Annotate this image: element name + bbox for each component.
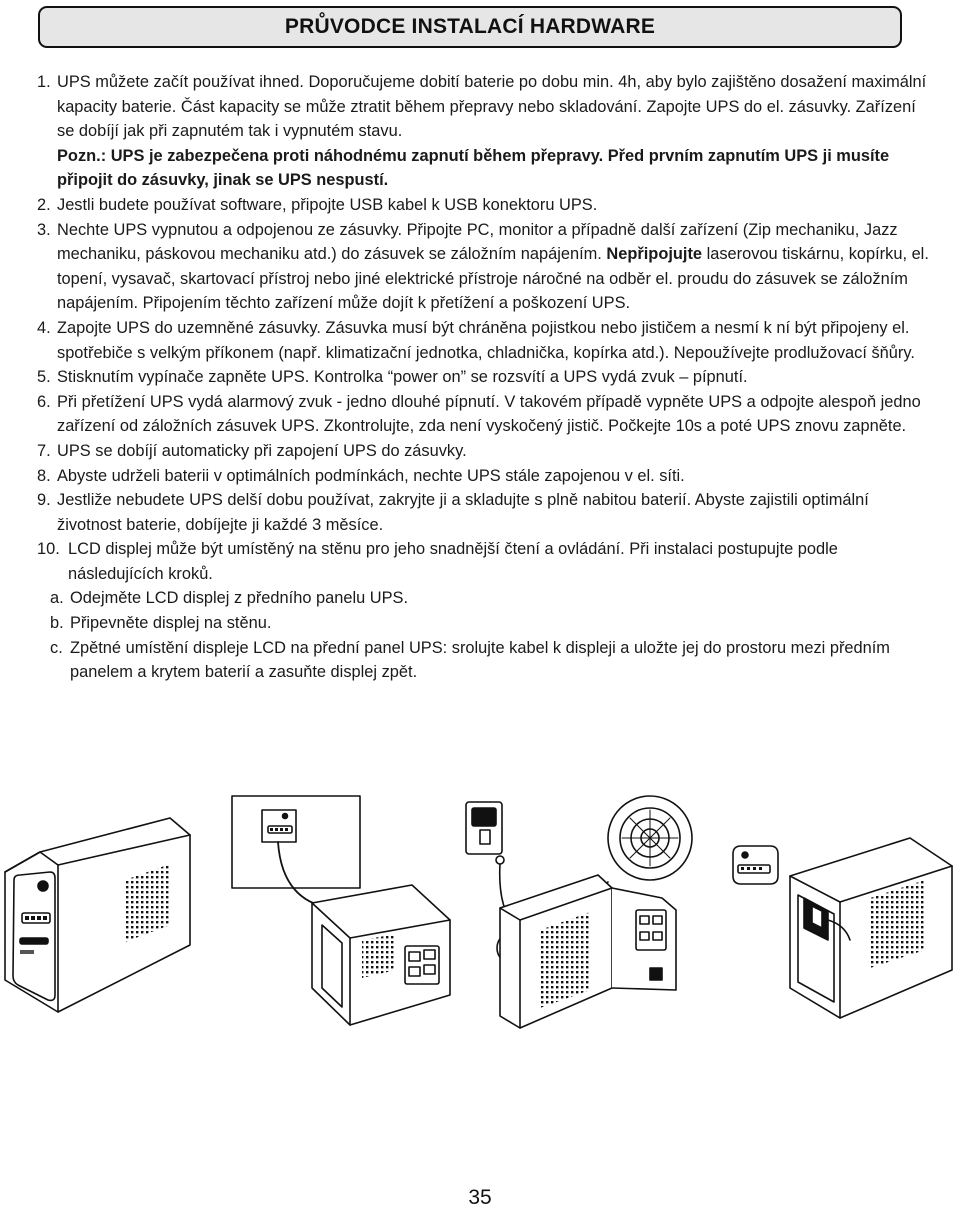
step-1: [37, 70, 937, 144]
warning-prefix: Nepřipojujte: [606, 245, 703, 264]
title-box: [38, 6, 902, 48]
step-text: Jestliže nebudete UPS delší dobu používat, zakryjte ji a skladujte s plně nabitou baterií. Abyste zajistili optimální životnost baterie, dobíjejte ji každé 3 měsíce.: [57, 491, 869, 534]
step-4: [37, 316, 937, 365]
substep-b: [37, 611, 937, 636]
substep-text: Zpětné umístění displeje LCD na přední panel UPS: srolujte kabel k displeji a uložte jej do prostoru mezi předním panelem a krytem baterií a zasuňte displej zpět.: [70, 638, 890, 682]
substep-c: [37, 636, 937, 685]
display-slot-illustration: [733, 838, 952, 1018]
step-5: [37, 365, 937, 390]
step-text: LCD displej může být umístěný na stěnu pro jeho snadnější čtení a ovládání. Při instalaci postupujte podle následujících kroků.: [68, 540, 838, 583]
step-number: 6.: [37, 392, 51, 411]
substep-letter: a.: [50, 589, 64, 608]
step-number: 1.: [37, 73, 51, 91]
substep-text: Připevněte displej na stěnu.: [70, 614, 272, 633]
step-text: Abyste udrželi baterii v optimálních podmínkách, nechte UPS stále zapojenou v el. síti.: [57, 466, 685, 485]
step-text: Zapojte UPS do uzemněné zásuvky. Zásuvka musí být chráněna pojistkou nebo jističem a nesmí k ní být připojeny el. spotřebiče s velkým příkonem (např. klimatizační jednotka, chladnička, kopírka atd.). Nepoužívejte prodlužovací šňůry.: [57, 318, 915, 362]
step-number: 7.: [37, 441, 51, 460]
step-text: Při přetížení UPS vydá alarmový zvuk - jedno dlouhé pípnutí. V takovém případě vypněte UPS a odpojte alespoň jedno zařízení od záložních zásuvek UPS. Zkontrolujte, zda není vyskočený jistič. Počkejte 10s a poté UPS znovu zapněte.: [57, 392, 921, 436]
step-text: Stisknutím vypínače zapněte UPS. Kontrolka “power on” se rozsvítí a UPS vydá zvuk – pípnutí.: [57, 368, 748, 387]
installation-illustrations: [0, 780, 960, 1040]
step-number: 10.: [37, 540, 60, 559]
step-number: 2.: [37, 195, 51, 214]
wall-mount-illustration: [232, 796, 450, 1025]
step-number: 3.: [37, 220, 51, 239]
page-title: PRŮVODCE INSTALACÍ HARDWARE: [284, 15, 656, 38]
step-9: [37, 488, 937, 537]
step-7: [37, 439, 937, 464]
step-8: [37, 464, 937, 489]
substep-a: [37, 586, 937, 611]
ups-front-illustration: [5, 818, 190, 1012]
substep-letter: b.: [50, 614, 64, 633]
cable-storage-illustration: [466, 796, 692, 1028]
page-number: 35: [468, 1186, 492, 1209]
step-3: [37, 218, 937, 316]
step-text: UPS můžete začít používat ihned. Doporučujeme dobití baterie po dobu min. 4h, aby bylo zajištěno dosažení maximální kapacity baterie. Část kapacity se může ztratit během přepravy nebo skladování. Zapojte UPS do el. zásuvky. Zařízení se dobíjí jak při zapnutém tak i vypnutém stavu.: [57, 73, 927, 141]
substep-text: Odejměte LCD displej z předního panelu UPS.: [70, 589, 409, 608]
instruction-list: [37, 70, 937, 685]
step-2: [37, 193, 937, 218]
step-number: 4.: [37, 318, 51, 337]
step-number: 5.: [37, 368, 51, 387]
step-number: 9.: [37, 491, 51, 510]
substep-letter: c.: [50, 638, 63, 657]
step-text-continued: laserovou tiskárnu, kopírku, el. topení, vysavač, skartovací přístroj nebo jiné elektrické přístroje náročné na odběr el. proudu do zásuvek se záložním napájením. Připojením těchto zařízení může dojít k přetížení a poškození UPS.: [57, 245, 929, 313]
step-10: [37, 537, 937, 586]
step-text: Jestli budete používat software, připojte USB kabel k USB konektoru UPS.: [57, 195, 598, 214]
note-text: Pozn.: UPS je zabezpečena proti náhodnému zapnutí během přepravy. Před prvním zapnutím UPS ji musíte připojit do zásuvky, jinak se UPS nespustí.: [57, 146, 890, 190]
step-text: Nechte UPS vypnutou a odpojenou ze zásuvky. Připojte PC, monitor a případně další zařízení (Zip mechaniku, Jazz mechaniku, páskovou mechaniku atd.) do zásuvek se záložním napájením.: [57, 220, 898, 264]
step-text: UPS se dobíjí automaticky při zapojení UPS do zásuvky.: [57, 441, 467, 460]
step-1-note: [37, 144, 937, 193]
step-6: [37, 390, 937, 439]
step-number: 8.: [37, 466, 51, 485]
